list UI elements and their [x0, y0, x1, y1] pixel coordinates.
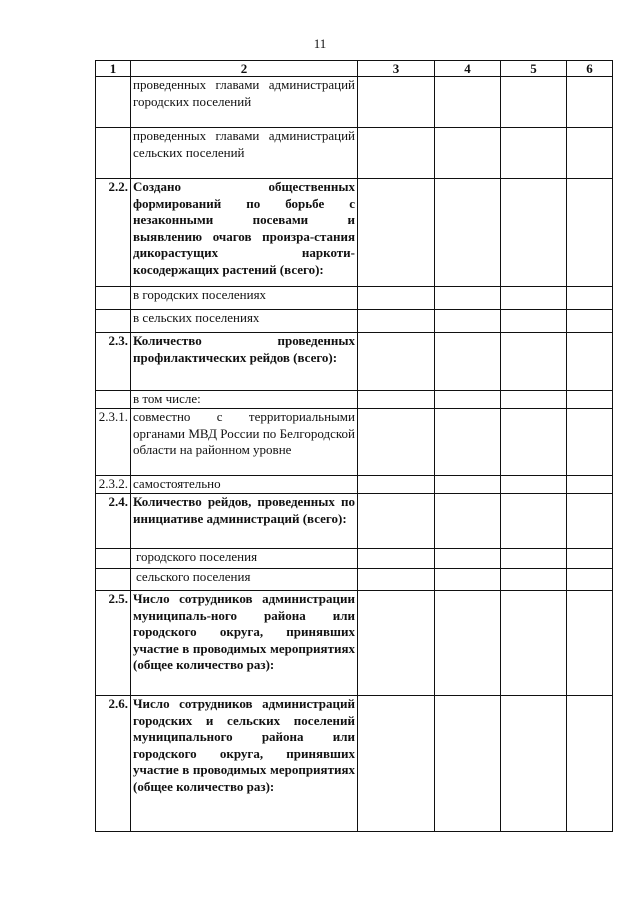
value-cell-col-6[interactable]	[567, 409, 613, 476]
row-number-cell	[96, 549, 131, 569]
value-cell-col-3[interactable]	[358, 569, 435, 591]
table-row	[96, 696, 613, 832]
value-cell-col-3[interactable]	[358, 128, 435, 179]
value-cell-col-4[interactable]	[435, 494, 501, 549]
value-cell-col-3[interactable]	[358, 494, 435, 549]
value-cell-col-5[interactable]	[501, 696, 567, 832]
value-cell-col-5[interactable]	[501, 287, 567, 310]
value-cell-col-6[interactable]	[567, 476, 613, 494]
value-cell-col-5[interactable]	[501, 333, 567, 391]
row-number-cell	[96, 77, 131, 128]
value-cell-col-3[interactable]	[358, 333, 435, 391]
value-cell-col-4[interactable]	[435, 696, 501, 832]
row-label-cell: городского поселения	[131, 549, 358, 569]
row-label-cell: совместно с территориальными органами МВД России по Белгородской области на районном уровне	[131, 409, 358, 476]
table-row	[96, 310, 613, 333]
value-cell-col-3[interactable]	[358, 409, 435, 476]
table-header-row	[96, 61, 613, 77]
value-cell-col-4[interactable]	[435, 569, 501, 591]
value-cell-col-5[interactable]	[501, 128, 567, 179]
table-row	[96, 409, 613, 476]
value-cell-col-3[interactable]	[358, 696, 435, 832]
row-label-cell: проведенных главами администраций городских поселений	[131, 77, 358, 128]
value-cell-col-5[interactable]	[501, 179, 567, 287]
row-label-cell: Количество рейдов, проведенных по инициативе администраций (всего):	[131, 494, 358, 549]
table-row	[96, 591, 613, 696]
value-cell-col-6[interactable]	[567, 179, 613, 287]
value-cell-col-3[interactable]	[358, 77, 435, 128]
value-cell-col-3[interactable]	[358, 591, 435, 696]
row-number-cell	[96, 128, 131, 179]
row-number-cell	[96, 391, 131, 409]
value-cell-col-4[interactable]	[435, 310, 501, 333]
row-label-cell: в сельских поселениях	[131, 310, 358, 333]
value-cell-col-5[interactable]	[501, 569, 567, 591]
value-cell-col-6[interactable]	[567, 696, 613, 832]
report-table	[95, 60, 613, 832]
value-cell-col-6[interactable]	[567, 549, 613, 569]
row-number-cell: 2.4.	[96, 494, 131, 549]
table-body	[96, 77, 613, 832]
row-number-cell	[96, 287, 131, 310]
value-cell-col-6[interactable]	[567, 77, 613, 128]
value-cell-col-6[interactable]	[567, 310, 613, 333]
row-label-cell: самостоятельно	[131, 476, 358, 494]
row-number-cell: 2.3.2.	[96, 476, 131, 494]
value-cell-col-5[interactable]	[501, 409, 567, 476]
value-cell-col-4[interactable]	[435, 391, 501, 409]
row-number-cell: 2.2.	[96, 179, 131, 287]
row-label-cell: Число сотрудников администрации муниципаль-ного района или городского округа, принявших участие в проводимых мероприятиях (общее количество раз):	[131, 591, 358, 696]
row-label-cell: в том числе:	[131, 391, 358, 409]
value-cell-col-6[interactable]	[567, 569, 613, 591]
column-header-4: 4	[435, 61, 501, 77]
value-cell-col-4[interactable]	[435, 287, 501, 310]
table-row	[96, 287, 613, 310]
value-cell-col-6[interactable]	[567, 287, 613, 310]
row-number-cell	[96, 569, 131, 591]
row-label-cell: проведенных главами администраций сельских поселений	[131, 128, 358, 179]
row-label-cell: Число сотрудников администраций городских и сельских поселений муниципального района или городского округа, принявших участие в проводимых мероприятиях (общее количество раз):	[131, 696, 358, 832]
table-row	[96, 77, 613, 128]
column-header-2: 2	[131, 61, 358, 77]
row-number-cell: 2.3.	[96, 333, 131, 391]
row-label-cell: в городских поселениях	[131, 287, 358, 310]
value-cell-col-4[interactable]	[435, 591, 501, 696]
table-row	[96, 179, 613, 287]
column-header-1: 1	[96, 61, 131, 77]
page-number: 11	[313, 36, 327, 51]
value-cell-col-3[interactable]	[358, 310, 435, 333]
value-cell-col-6[interactable]	[567, 333, 613, 391]
value-cell-col-4[interactable]	[435, 333, 501, 391]
value-cell-col-4[interactable]	[435, 549, 501, 569]
value-cell-col-3[interactable]	[358, 391, 435, 409]
column-header-6: 6	[567, 61, 613, 77]
value-cell-col-5[interactable]	[501, 391, 567, 409]
value-cell-col-5[interactable]	[501, 549, 567, 569]
value-cell-col-5[interactable]	[501, 310, 567, 333]
table-row	[96, 494, 613, 549]
row-number-cell: 2.5.	[96, 591, 131, 696]
value-cell-col-4[interactable]	[435, 476, 501, 494]
value-cell-col-6[interactable]	[567, 391, 613, 409]
value-cell-col-5[interactable]	[501, 591, 567, 696]
column-header-3: 3	[358, 61, 435, 77]
row-label-cell: Создано общественных формирований по борьбе с незаконными посевами и выявлению очагов произра-стания дикорастущих наркоти-косодержащих растений (всего):	[131, 179, 358, 287]
value-cell-col-4[interactable]	[435, 128, 501, 179]
value-cell-col-6[interactable]	[567, 591, 613, 696]
row-label-cell: Количество проведенных профилактических рейдов (всего):	[131, 333, 358, 391]
table-row	[96, 128, 613, 179]
row-number-cell: 2.6.	[96, 696, 131, 832]
value-cell-col-6[interactable]	[567, 128, 613, 179]
table-row	[96, 333, 613, 391]
table-row	[96, 391, 613, 409]
table-row	[96, 476, 613, 494]
value-cell-col-4[interactable]	[435, 179, 501, 287]
row-label-cell: сельского поселения	[131, 569, 358, 591]
value-cell-col-3[interactable]	[358, 476, 435, 494]
value-cell-col-5[interactable]	[501, 476, 567, 494]
column-header-5: 5	[501, 61, 567, 77]
table-row	[96, 549, 613, 569]
value-cell-col-4[interactable]	[435, 77, 501, 128]
value-cell-col-5[interactable]	[501, 494, 567, 549]
table-row	[96, 569, 613, 591]
row-number-cell	[96, 310, 131, 333]
value-cell-col-3[interactable]	[358, 287, 435, 310]
value-cell-col-4[interactable]	[435, 409, 501, 476]
value-cell-col-6[interactable]	[567, 494, 613, 549]
value-cell-col-3[interactable]	[358, 179, 435, 287]
row-number-cell: 2.3.1.	[96, 409, 131, 476]
value-cell-col-3[interactable]	[358, 549, 435, 569]
value-cell-col-5[interactable]	[501, 77, 567, 128]
